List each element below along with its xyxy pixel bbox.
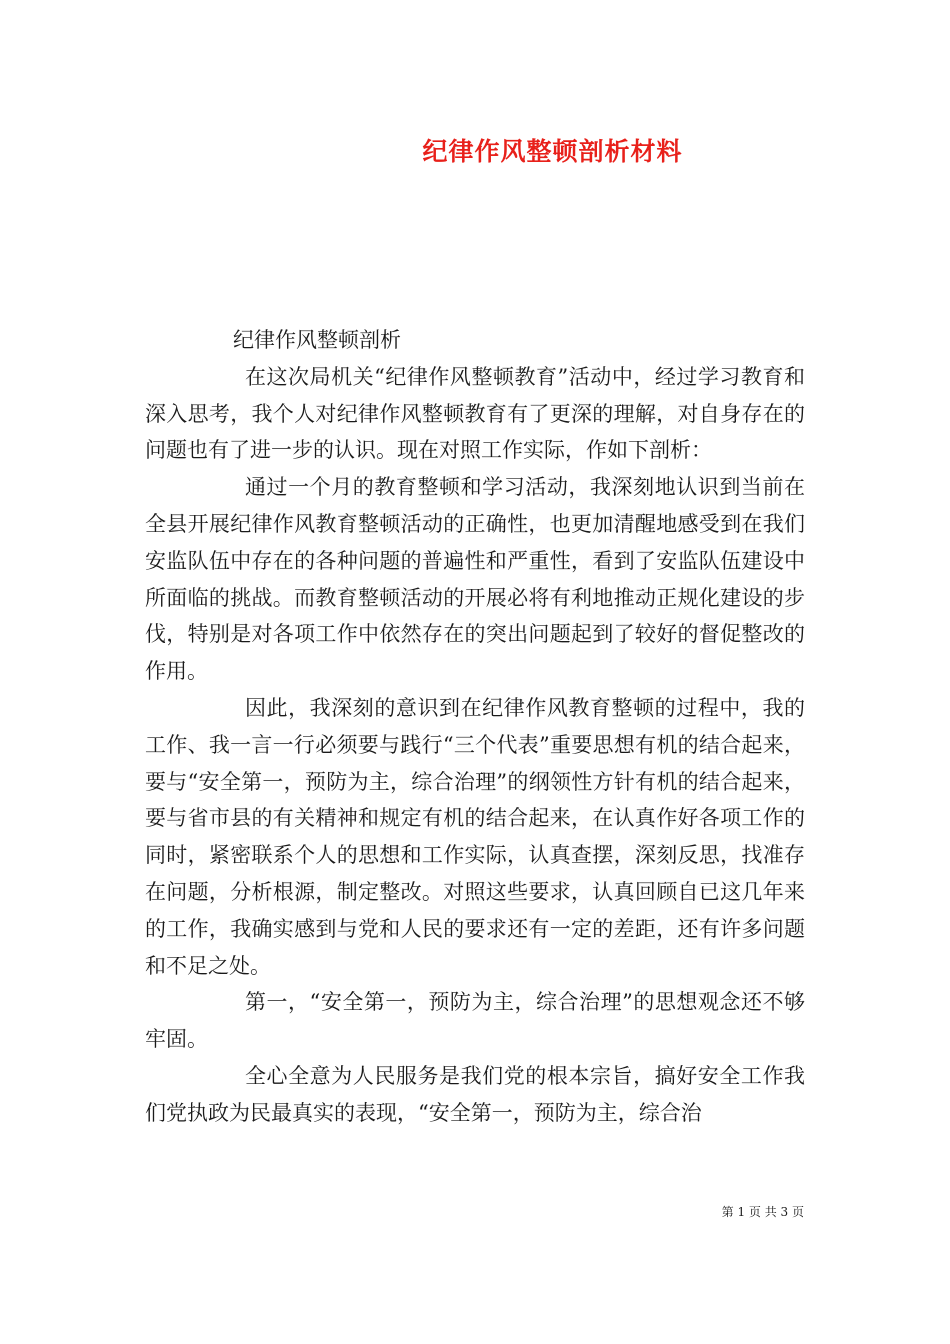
paragraph-point-one: 第一，“安全第一，预防为主，综合治理”的思想观念还不够牢固。 bbox=[145, 990, 805, 1052]
section-heading: 纪律作风整顿剖析 bbox=[233, 328, 401, 352]
paragraph-service: 全心全意为人民服务是我们党的根本宗旨，搞好安全工作我们党执政为民最真实的表现，“安全第一，预防为主，综合治 bbox=[145, 1063, 805, 1125]
page-title: 纪律作风整顿剖析材料 bbox=[422, 137, 683, 166]
paragraph-intro: 在这次局机关“纪律作风整顿教育”活动中，经过学习教育和深入思考，我个人对纪律作风整顿教育有了更深的理解，对自身存在的问题也有了进一步的认识。现在对照工作实际，作如下剖析： bbox=[145, 364, 805, 463]
page-number-footer: 第 1 页 共 3 页 bbox=[721, 1205, 804, 1219]
document-body bbox=[145, 322, 805, 1132]
paragraph-understanding: 通过一个月的教育整顿和学习活动，我深刻地认识到当前在全县开展纪律作风教育整顿活动的正确性，也更加清醒地感受到在我们安监队伍中存在的各种问题的普遍性和严重性，看到了安监队伍建设中所面临的挑战。而教育整顿活动的开展必将有利地推动正规化建设的步伐，特别是对各项工作中依然存在的突出问题起到了较好的督促整改的作用。 bbox=[145, 475, 805, 684]
paragraph-reflection: 因此，我深刻的意识到在纪律作风教育整顿的过程中，我的工作、我一言一行必须要与践行“三个代表”重要思想有机的结合起来，要与“安全第一，预防为主，综合治理”的纲领性方针有机的结合起来，要与省市县的有关精神和规定有机的结合起来，在认真作好各项工作的同时，紧密联系个人的思想和工作实际，认真查摆，深刻反思，找准存在问题，分析根源，制定整改。对照这些要求，认真回顾自已这几年来的工作，我确实感到与党和人民的要求还有一定的差距，还有许多问题和不足之处。 bbox=[145, 695, 805, 978]
